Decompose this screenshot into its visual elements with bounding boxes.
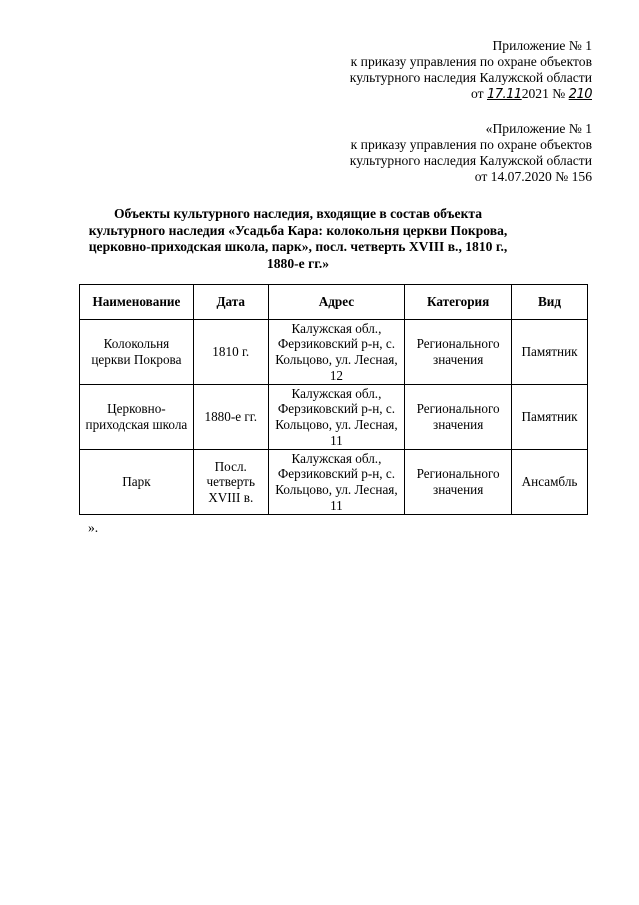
header-category: Категория — [405, 285, 512, 320]
header-name: Наименование — [80, 285, 194, 320]
previous-appendix-date-line: от 14.07.2020 № 156 — [474, 169, 592, 184]
previous-appendix-title: «Приложение № 1 — [485, 121, 592, 136]
appendix-order-line: к приказу управления по охране объектов — [350, 54, 592, 69]
previous-appendix-authority-line: культурного наследия Калужской области — [349, 153, 592, 168]
cell-date: 1810 г. — [193, 320, 268, 385]
cell-date: Посл. четверть XVIII в. — [193, 450, 268, 515]
cell-type: Памятник — [512, 320, 588, 385]
cell-category: Регионального значения — [405, 450, 512, 515]
cell-address: Калужская обл., Ферзиковский р-н, с. Кольцово, ул. Лесная, 11 — [268, 385, 405, 450]
table-row — [80, 385, 588, 450]
cell-type: Ансамбль — [512, 450, 588, 515]
handwritten-number: 210 — [568, 87, 592, 102]
appendix-header — [350, 38, 592, 103]
cell-category: Регионального значения — [405, 385, 512, 450]
cell-address: Калужская обл., Ферзиковский р-н, с. Кольцово, ул. Лесная, 12 — [268, 320, 405, 385]
heritage-objects-table — [79, 284, 588, 515]
header-address: Адрес — [268, 285, 405, 320]
header-date: Дата — [193, 285, 268, 320]
cell-name: Колокольня церкви Покрова — [80, 320, 194, 385]
handwritten-date: 17.11 — [486, 87, 522, 102]
cell-name: Церковно-приходская школа — [80, 385, 194, 450]
previous-appendix-order-line: к приказу управления по охране объектов — [350, 137, 592, 152]
table-row — [80, 450, 588, 515]
closing-quote: ». — [88, 520, 99, 535]
appendix-authority-line: культурного наследия Калужской области — [349, 70, 592, 85]
cell-category: Регионального значения — [405, 320, 512, 385]
previous-appendix-header — [350, 121, 592, 185]
appendix-date-line — [350, 86, 592, 103]
table-row — [80, 320, 588, 385]
table-header-row — [80, 285, 588, 320]
date-prefix: от — [471, 86, 484, 101]
cell-name: Парк — [80, 450, 194, 515]
cell-address: Калужская обл., Ферзиковский р-н, с. Кольцово, ул. Лесная, 11 — [268, 450, 405, 515]
document-title: Объекты культурного наследия, входящие в состав объекта культурного наследия «Усадьба Кара: колокольня церкви Покрова, церковно-приходская школа, парк», посл. четверть XVIII в., 1810 г., 1880-е гг.» — [88, 206, 508, 271]
year-number-label: 2021 № — [521, 86, 566, 101]
appendix-title: Приложение № 1 — [492, 38, 592, 53]
cell-type: Памятник — [512, 385, 588, 450]
header-type: Вид — [512, 285, 588, 320]
cell-date: 1880-е гг. — [193, 385, 268, 450]
